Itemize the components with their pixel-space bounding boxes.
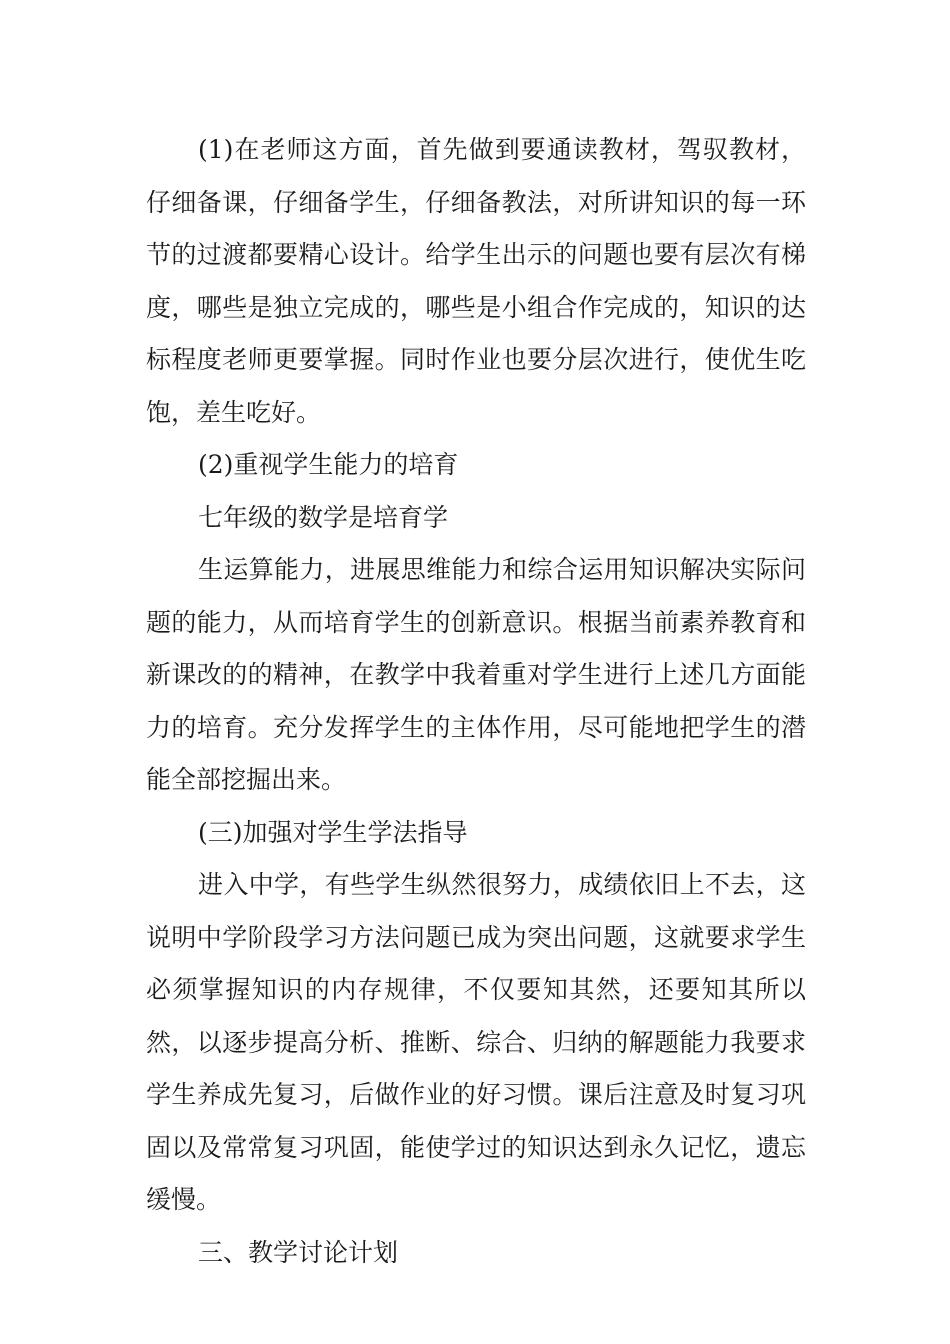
paragraph-teacher-preparation: (1)在老师这方面，首先做到要通读教材，驾驭教材，仔细备课，仔细备学生，仔细备教法，对所讲知识的每一环节的过渡都要精心设计。给学生出示的问题也要有层次有梯度，哪些是独立完成的，哪些是小组合作完成的，知识的达标程度老师更要掌握。同时作业也要分层次进行，使优生吃饱，差生吃好。 (146, 135, 806, 427)
paragraph-study-method-details: 进入中学，有些学生纵然很努力，成绩依旧上不去，这说明中学阶段学习方法问题已成为突出问题，这就要求学生必须掌握知识的内存规律，不仅要知其然，还要知其所以然，以逐步提高分析、推断、综合、归纳的解题能力我要求学生养成先复习，后做作业的好习惯。课后注意及时复习巩固以及常常复习巩固，能使学过的知识达到永久记忆，遗忘缓慢。 (146, 870, 806, 1214)
paragraph-grade-seven-intro: 七年级的数学是培育学 (198, 502, 449, 532)
document-body (146, 124, 806, 1279)
paragraph-ability-details: 生运算能力，进展思维能力和综合运用知识解决实际问题的能力，从而培育学生的创新意识。根据当前素养教育和新课改的的精神，在教学中我着重对学生进行上述几方面能力的培育。充分发挥学生的主体作用，尽可能地把学生的潜能全部挖掘出来。 (146, 555, 806, 794)
heading-teaching-discussion-plan: 三、教学讨论计划 (198, 1237, 399, 1267)
heading-study-method-guidance: (三)加强对学生学法指导 (198, 817, 468, 847)
heading-ability-cultivation: (2)重视学生能力的培育 (198, 450, 459, 479)
